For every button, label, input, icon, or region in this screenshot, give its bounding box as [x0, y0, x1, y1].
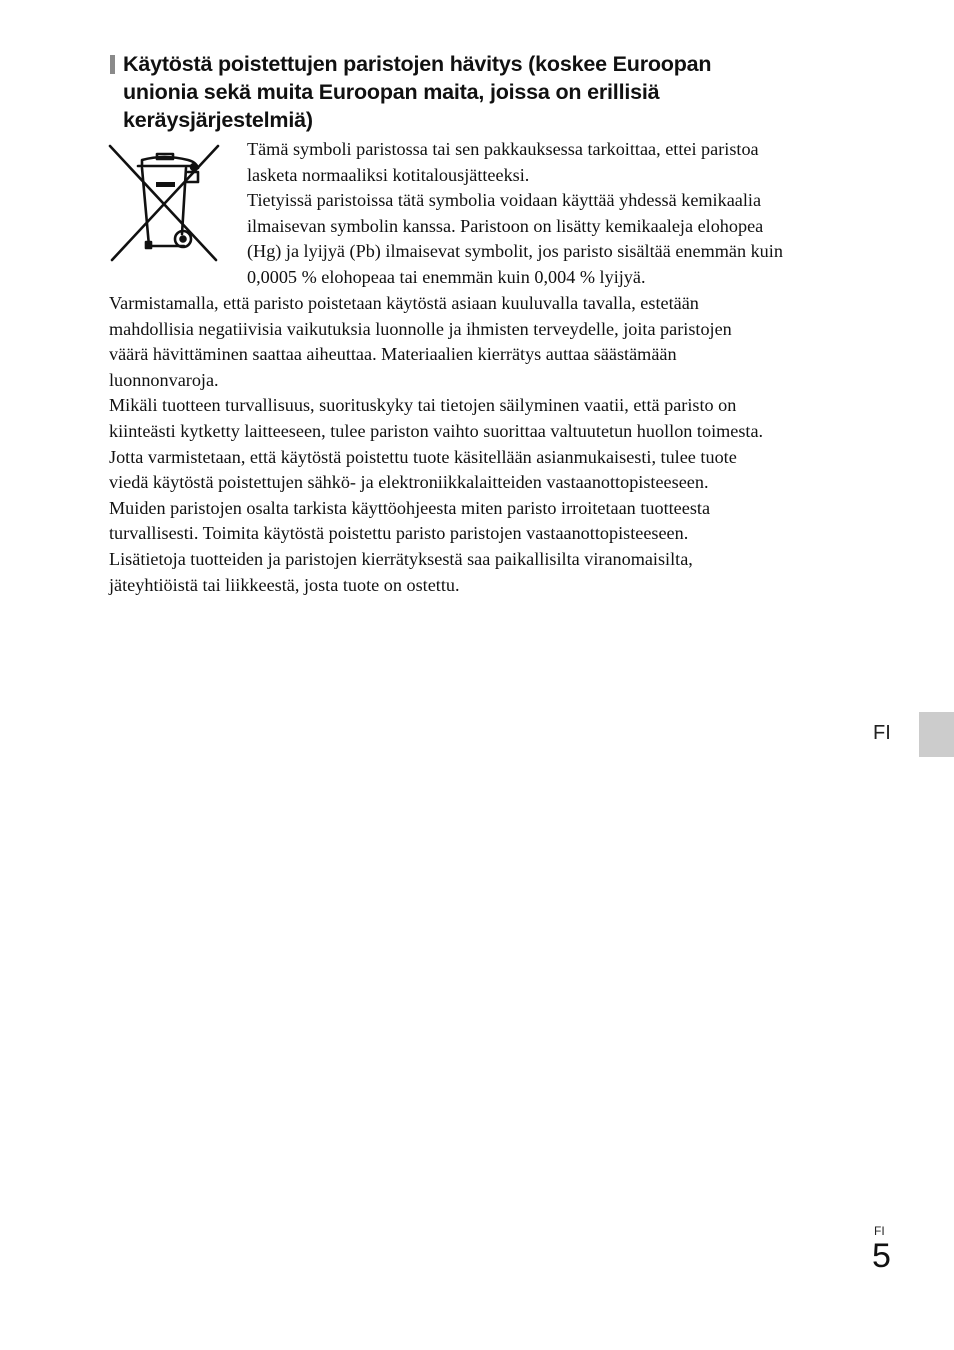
text-line: Mikäli tuotteen turvallisuus, suorituskyky tai tietojen säilyminen vaatii, että paristo on	[109, 395, 737, 416]
page-number: 5	[872, 1237, 891, 1275]
text-line: Tietyissä paristoissa tätä symbolia voidaan käyttää yhdessä kemikaalia	[247, 190, 762, 211]
crossed-out-wheeled-bin-icon	[108, 142, 220, 262]
text-line: viedä käytöstä poistettujen sähkö- ja elektroniikkalaitteiden vastaanottopisteeseen.	[109, 472, 709, 493]
text-line: Muiden paristojen osalta tarkista käyttöohjeesta miten paristo irroitetaan tuotteesta	[109, 497, 711, 518]
text-line: Lisätietoja tuotteiden ja paristojen kierrätyksestä saa paikallisilta viranomaisilta,	[109, 548, 693, 569]
heading-line: Käytöstä poistettujen paristojen hävitys (koskee Euroopan	[123, 52, 712, 76]
text-line: mahdollisia negatiivisia vaikutuksia luonnolle ja ihmisten terveydelle, joita paristojen	[109, 318, 732, 339]
text-line: 0,0005 % elohopeaa tai enemmän kuin 0,004 % lyijyä.	[247, 266, 646, 287]
footer-language-code: FI	[874, 1224, 885, 1238]
text-line: jäteyhtiöistä tai liikkeestä, josta tuote on ostettu.	[109, 574, 460, 595]
heading-line: unionia sekä muita Euroopan maita, joissa on erillisiä	[123, 80, 660, 104]
text-line: Varmistamalla, että paristo poistetaan käytöstä asiaan kuuluvalla tavalla, estetään	[109, 293, 699, 313]
main-body-text	[109, 291, 879, 598]
text-line: väärä hävittäminen saattaa aiheuttaa. Materiaalien kierrätys auttaa säästämään	[109, 344, 677, 365]
language-tab-label: FI	[873, 722, 891, 744]
text-line: Tämä symboli paristossa tai sen pakkauksessa tarkoittaa, ettei paristoa	[247, 139, 759, 159]
text-line: (Hg) ja lyijyä (Pb) ilmaisevat symbolit, jos paristo sisältää enemmän kuin	[247, 241, 783, 262]
language-tab-marker	[919, 712, 954, 757]
heading-line: keräysjärjestelmiä)	[123, 108, 313, 132]
symbol-description	[247, 137, 877, 291]
text-line: lasketa normaaliksi kotitalousjätteeksi.	[247, 164, 530, 185]
section-heading	[108, 50, 828, 134]
text-line: luonnonvaroja.	[109, 369, 219, 390]
text-line: ilmaisevan symbolin kanssa. Paristoon on lisätty kemikaaleja elohopea	[247, 215, 764, 236]
text-line: turvallisesti. Toimita käytöstä poistettu paristo paristojen vastaanottopisteeseen.	[109, 523, 689, 544]
text-line: Jotta varmistetaan, että käytöstä poistettu tuote käsitellään asianmukaisesti, tulee tuote	[109, 446, 737, 467]
text-line: kiinteästi kytketty laitteeseen, tulee pariston vaihto suorittaa valtuutetun huollon toimesta.	[109, 420, 764, 441]
